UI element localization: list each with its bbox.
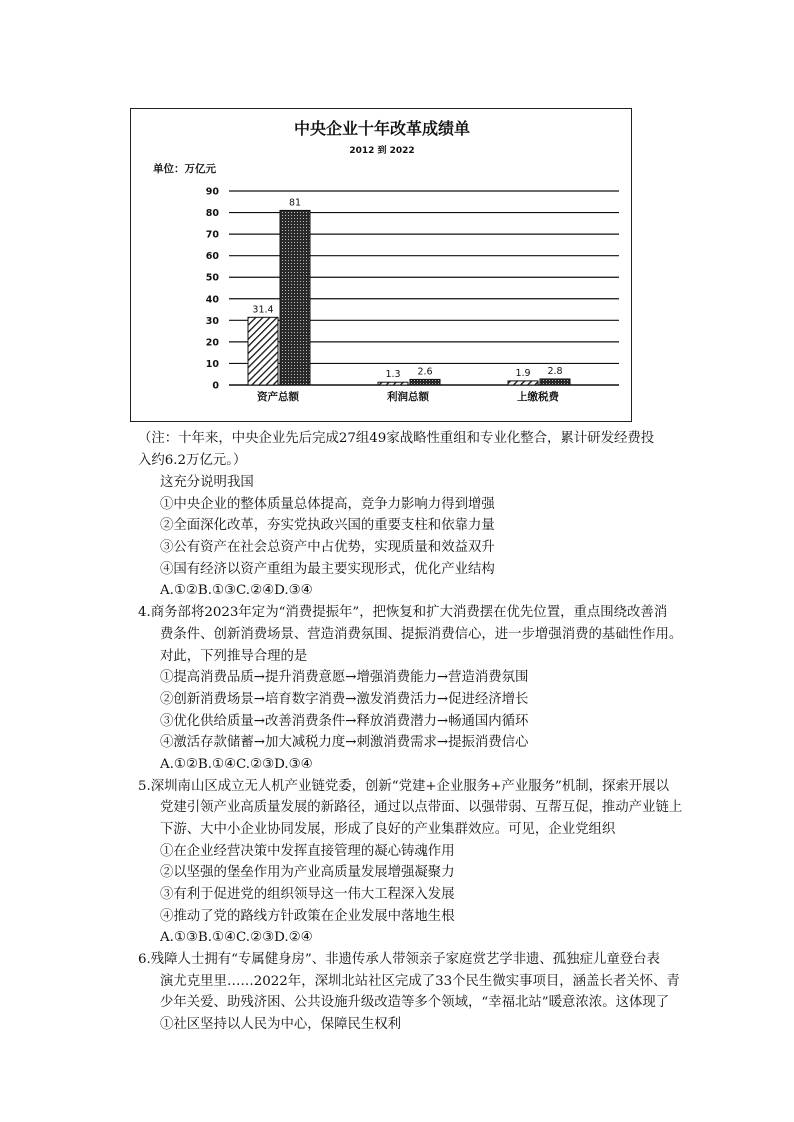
note-line-1: （注：十年来，中央企业先后完成27组49家战略性重组和专业化整合，累计研发经费投 — [138, 431, 655, 446]
q5-line-2: 党建引领产业高质量发展的新路径，通过以点带面、以强带弱、互帮互促，推动产业链上 — [160, 800, 683, 815]
y-tick-label: 90 — [205, 186, 219, 198]
note-line-2: 入约6.2万亿元。） — [138, 453, 247, 468]
bar-2022-1 — [410, 379, 440, 385]
q5-option-1: ①在企业经营决策中发挥直接管理的凝心铸魂作用 — [160, 844, 455, 859]
y-tick-label: 70 — [205, 229, 219, 241]
q3-option-3: ③公有资产在社会总资产中占优势，实现质量和效益双升 — [160, 540, 495, 555]
y-tick-label: 10 — [205, 358, 219, 370]
q4-line-3: 对此，下列推导合理的是 — [160, 649, 308, 664]
bar-2012-2 — [508, 381, 538, 385]
q5-line-1: 5.深圳南山区成立无人机产业链党委，创新“党建+企业服务+产业服务”机制，探索开展以 — [138, 779, 669, 794]
chart-subtitle: 2012 到 2022 — [349, 146, 415, 156]
q3-option-2: ②全面深化改革，夯实党执政兴国的重要支柱和依靠力量 — [160, 518, 495, 533]
q4-line-2: 费条件、创新消费场景、营造消费氛围、提振消费信心，进一步增强消费的基础性作用。 — [160, 627, 683, 642]
chart-canvas — [131, 109, 633, 423]
q6-option-1: ①社区坚持以人民为中心，保障民生权利 — [160, 1017, 402, 1032]
bar-chart — [130, 108, 632, 422]
q4-option-2: ②创新消费场景→培育数字消费→激发消费活力→促进经济增长 — [160, 692, 529, 707]
q3-choices: A.①②B.①③C.②④D.③④ — [160, 583, 313, 598]
bar-2012-1 — [378, 382, 408, 385]
data-label: 1.3 — [385, 369, 401, 381]
data-label: 2.8 — [547, 365, 563, 377]
data-label: 81 — [288, 197, 302, 209]
q3-option-4: ④国有经济以资产重组为最主要实现形式，优化产业结构 — [160, 562, 495, 577]
data-label: 31.4 — [252, 304, 274, 316]
y-tick-label: 50 — [205, 272, 219, 284]
x-category-label: 利润总额 — [387, 391, 429, 403]
q4-line-1: 4.商务部将2023年定为“消费提振年”，把恢复和扩大消费摆在优先位置，重点围绕改善消 — [138, 605, 668, 620]
y-tick-label: 40 — [205, 294, 219, 306]
y-tick-label: 30 — [205, 315, 219, 327]
q4-option-3: ③优化供给质量→改善消费条件→释放消费潜力→畅通国内循环 — [160, 714, 529, 729]
q6-line-2: 演尤克里里……2022年，深圳北站社区完成了33个民生微实事项目，涵盖长者关怀、青 — [160, 974, 680, 989]
q3-stem: 这充分说明我国 — [160, 475, 254, 490]
y-tick-label: 60 — [205, 251, 219, 263]
data-label: 1.9 — [515, 367, 531, 379]
y-tick-label: 20 — [205, 337, 219, 349]
q6-line-3: 少年关爱、助残济困、公共设施升级改造等多个领域，“幸福北站”暖意浓浓。这体现了 — [160, 995, 670, 1010]
q6-line-1: 6.残障人士拥有“专属健身房”、非遗传承人带领亲子家庭赏艺学非遗、孤独症儿童登台表 — [138, 952, 660, 967]
q3-option-1: ①中央企业的整体质量总体提高，竞争力影响力得到增强 — [160, 497, 495, 512]
bar-2012-0 — [248, 317, 278, 385]
bar-2022-0 — [280, 210, 310, 385]
bar-2022-2 — [540, 379, 570, 385]
q5-option-4: ④推动了党的路线方针政策在企业发展中落地生根 — [160, 909, 455, 924]
q5-option-3: ③有利于促进党的组织领导这一伟大工程深入发展 — [160, 887, 455, 902]
q4-option-1: ①提高消费品质→提升消费意愿→增强消费能力→营造消费氛围 — [160, 670, 529, 685]
x-category-label: 上缴税费 — [517, 391, 559, 403]
chart-unit-label: 单位：万亿元 — [153, 163, 216, 175]
y-tick-label: 80 — [205, 208, 219, 220]
q4-choices: A.①②B.①④C.②③D.③④ — [160, 757, 313, 772]
y-tick-label: 0 — [212, 380, 219, 392]
q5-line-3: 下游、大中小企业协同发展，形成了良好的产业集群效应。可见，企业党组织 — [160, 822, 616, 837]
q5-option-2: ②以坚强的堡垒作用为产业高质量发展增强凝聚力 — [160, 865, 455, 880]
data-label: 2.6 — [417, 366, 433, 378]
q4-option-4: ④激活存款储蓄→加大减税力度→刺激消费需求→提振消费信心 — [160, 735, 529, 750]
chart-title: 中央企业十年改革成绩单 — [293, 119, 471, 138]
x-category-label: 资产总额 — [257, 391, 299, 403]
q5-choices: A.①③B.①④C.②③D.②④ — [160, 930, 313, 945]
